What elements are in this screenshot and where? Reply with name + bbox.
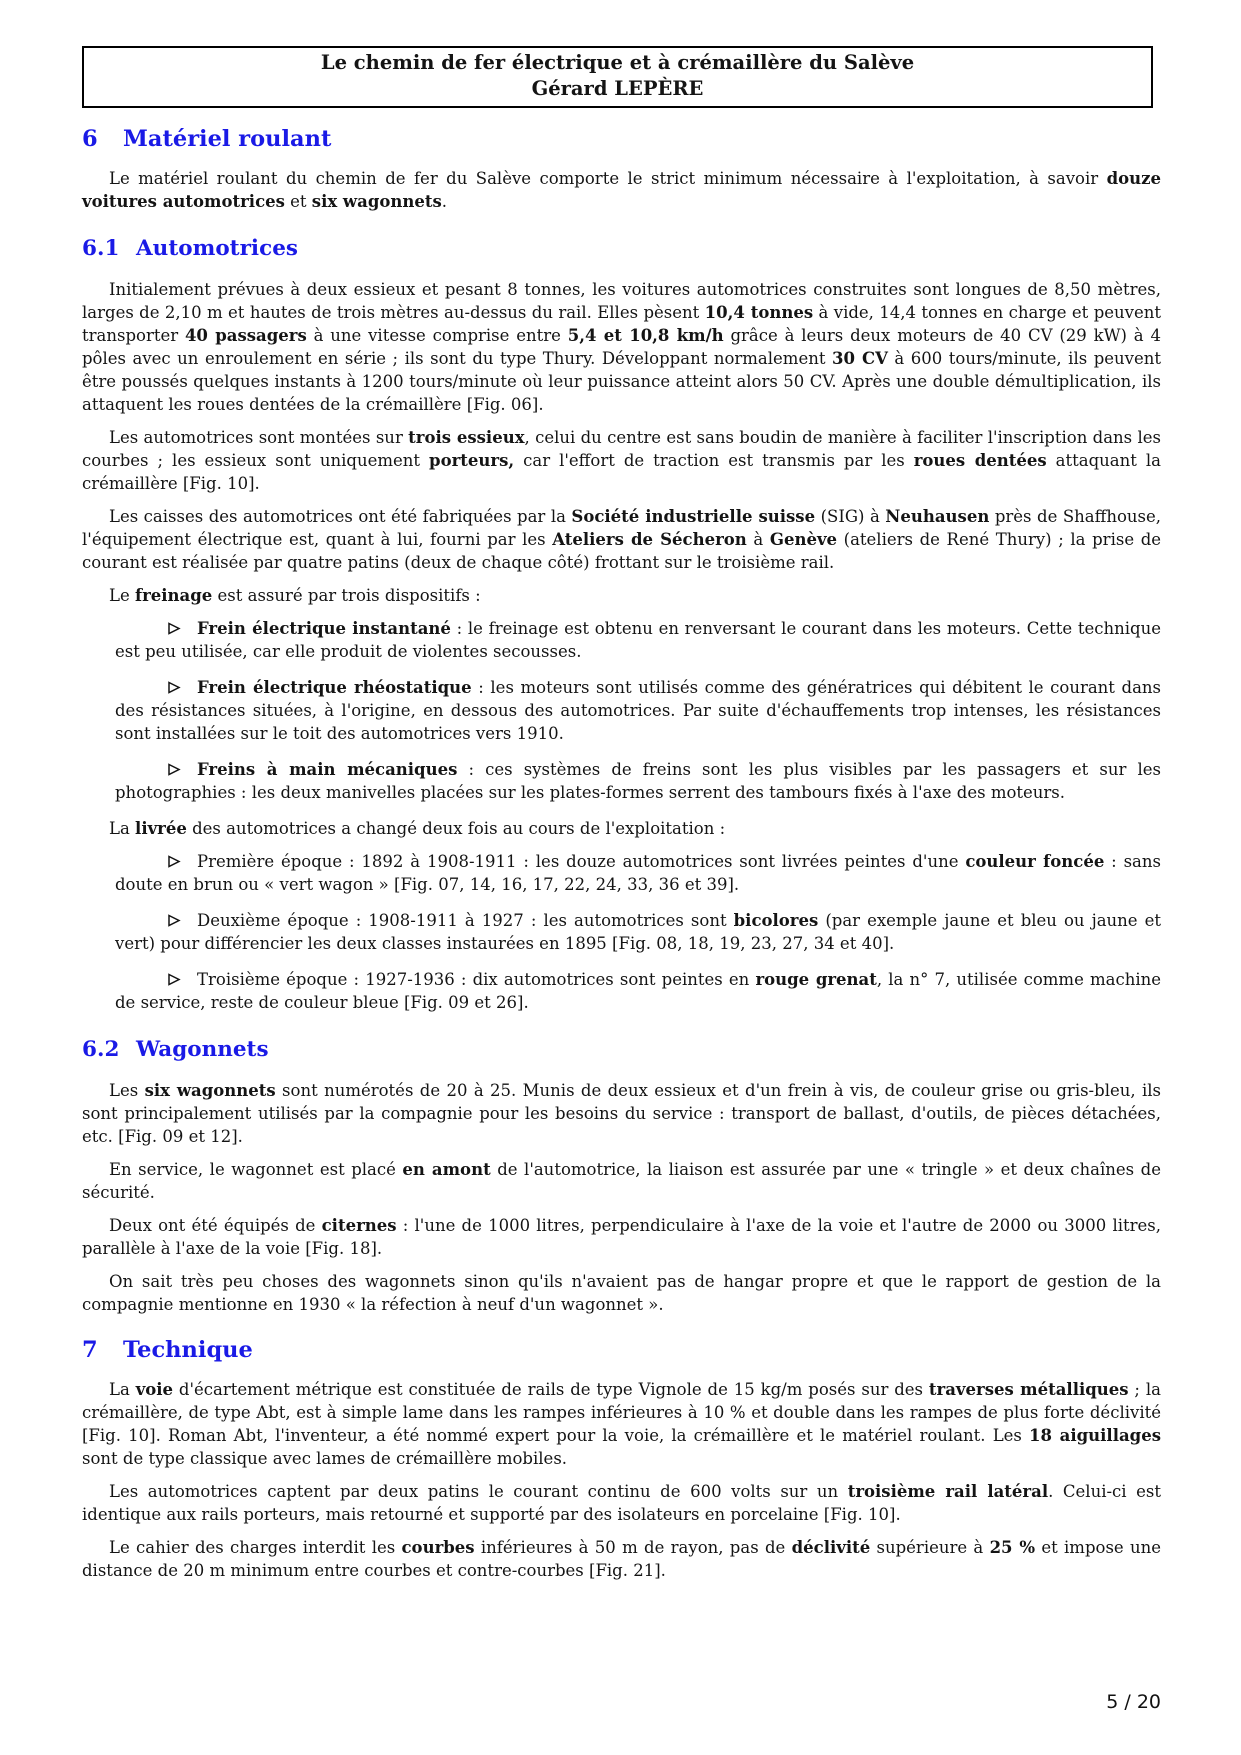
paragraph-wagonnets-service: En service, le wagonnet est placé en amont de l'automotrice, la liaison est assurée par une « tringle » et deux chaînes de sécurité. [82, 1160, 1161, 1202]
heading-section-6-2 [82, 1036, 1161, 1063]
bullet-frein-rheostatique [115, 676, 1161, 745]
paragraph-wagonnets-numeros: Les six wagonnets sont numérotés de 20 à 25. Munis de deux essieux et d'un frein à vis, de couleur grise ou gris-bleu, ils sont principalement utilisés par la compagnie pour les besoins du service : transport de ballast, d'outils, de pièces détachées, etc. [Fig. 09 et 12]. [82, 1081, 1161, 1146]
paragraph-technique-courant: Les automotrices captent par deux patins le courant continu de 600 volts sur un troisième rail latéral. Celui-ci est identique aux rails porteurs, mais retourné et supporté par des isolateurs en porcelaine [Fig. 10]. [82, 1482, 1161, 1524]
section-title: Automotrices [136, 236, 298, 261]
paragraph-automotrices-caisses: Les caisses des automotrices ont été fabriquées par la Société industrielle suisse (SIG) à Neuhausen près de Shaffhouse, l'équipement électrique est, quant à lui, fourni par les Ateliers de Sécheron à Genève (ateliers de René Thury) ; la prise de courant est réalisée par quatre patins (deux de chaque côté) frottant sur le troisième rail. [82, 507, 1162, 572]
bullet-text: Troisième époque : 1927-1936 : dix automotrices sont peintes en rouge grenat, la n° 7, utilisée comme machine de service, reste de couleur bleue [Fig. 09 et 26]. [115, 970, 1161, 1012]
paragraph-livree-intro: La livrée des automotrices a changé deux fois au cours de l'exploitation : [109, 819, 726, 838]
page-number: 5 / 20 [1106, 1691, 1161, 1713]
arrowhead-bullet-icon [141, 758, 181, 781]
document-author: Gérard LEPÈRE [531, 77, 704, 100]
bullet-troisieme-epoque [115, 968, 1161, 1014]
bullet-frein-instantane [115, 617, 1161, 663]
bullet-text: Première époque : 1892 à 1908-1911 : les douze automotrices sont livrées peintes d'une couleur foncée : sans doute en brun ou « vert wagon » [Fig. 07, 14, 16, 17, 22, 24, 33, 36 et 39]. [115, 852, 1161, 894]
section-number: 6.2 [82, 1037, 120, 1062]
document-header-box [82, 46, 1153, 108]
arrowhead-bullet-icon [141, 968, 181, 991]
section-title: Matériel roulant [123, 126, 332, 152]
section-title: Wagonnets [136, 1037, 269, 1062]
paragraph-technique-voie: La voie d'écartement métrique est constituée de rails de type Vignole de 15 kg/m posés sur des traverses métalliques ; la crémaillère, de type Abt, est à simple lame dans les rampes inférieures à 10 % et double dans les rampes de plus forte déclivité [Fig. 10]. Roman Abt, l'inventeur, a été nommé expert pour la voie, la crémaillère et le matériel roulant. Les 18 aiguillages sont de type classique avec lames de crémaillère mobiles. [82, 1380, 1161, 1468]
arrowhead-bullet-icon [141, 909, 181, 932]
document-title: Le chemin de fer électrique et à crémaillère du Salève [320, 51, 915, 74]
section-number: 6.1 [82, 236, 120, 261]
paragraph-automotrices-dimensions: Initialement prévues à deux essieux et pesant 8 tonnes, les voitures automotrices construites sont longues de 8,50 mètres, larges de 2,10 m et hautes de trois mètres au-dessus du rail. Elles pèsent 10,4 tonnes à vide, 14,4 tonnes en charge et peuvent transporter 40 passagers à une vitesse comprise entre 5,4 et 10,8 km/h grâce à leurs deux moteurs de 40 CV (29 kW) à 4 pôles avec un enroulement en série ; ils sont du type Thury. Développant normalement 30 CV à 600 tours/minute, ils peuvent être poussés quelques instants à 1200 tours/minute où leur puissance atteint alors 50 CV. Après une double démultiplication, ils attaquent les roues dentées de la crémaillère [Fig. 06]. [82, 280, 1162, 414]
bullet-text: Freins à main mécaniques : ces systèmes de freins sont les plus visibles par les passagers et sur les photographies : les deux manivelles placées sur les plates-formes serrent des tambours fixés à l'axe des moteurs. [115, 760, 1161, 802]
arrowhead-bullet-icon [141, 850, 181, 873]
heading-section-6 [82, 125, 1161, 153]
section-number: 7 [82, 1337, 98, 1363]
paragraph-materiel-intro: Le matériel roulant du chemin de fer du Salève comporte le strict minimum nécessaire à l'exploitation, à savoir douze voitures automotrices et six wagonnets. [82, 169, 1161, 211]
bullet-deuxieme-epoque [115, 909, 1161, 955]
bullet-text: Frein électrique instantané : le freinage est obtenu en renversant le courant dans les moteurs. Cette technique est peu utilisée, car elle produit de violentes secousses. [115, 619, 1161, 661]
paragraph-wagonnets-hangar: On sait très peu choses des wagonnets sinon qu'ils n'avaient pas de hangar propre et que le rapport de gestion de la compagnie mentionne en 1930 « la réfection à neuf d'un wagonnet ». [82, 1272, 1161, 1314]
paragraph-automotrices-essieux: Les automotrices sont montées sur trois essieux, celui du centre est sans boudin de manière à faciliter l'inscription dans les courbes ; les essieux sont uniquement porteurs, car l'effort de traction est transmis par les roues dentées attaquant la crémaillère [Fig. 10]. [82, 428, 1161, 493]
heading-section-6-1 [82, 235, 1161, 262]
bullet-premiere-epoque [115, 850, 1161, 896]
bullet-text: Deuxième époque : 1908-1911 à 1927 : les automotrices sont bicolores (par exemple jaune et bleu ou jaune et vert) pour différencier les deux classes instaurées en 1895 [Fig. 08, 18, 19, 23, 27, 34 et 40]. [115, 911, 1161, 953]
bullet-freins-main [115, 758, 1161, 804]
paragraph-wagonnets-citernes: Deux ont été équipés de citernes : l'une de 1000 litres, perpendiculaire à l'axe de la voie et l'autre de 2000 ou 3000 litres, parallèle à l'axe de la voie [Fig. 18]. [82, 1216, 1161, 1258]
arrowhead-bullet-icon [141, 676, 181, 699]
heading-section-7 [82, 1336, 1161, 1364]
section-number: 6 [82, 126, 98, 152]
bullet-text: Frein électrique rhéostatique : les moteurs sont utilisés comme des génératrices qui débitent le courant dans des résistances situées, à l'origine, en dessous des automotrices. Par suite d'échauffements trop intenses, les résistances sont installées sur le toit des automotrices vers 1910. [115, 678, 1162, 743]
section-title: Technique [123, 1337, 253, 1363]
paragraph-freinage-intro: Le freinage est assuré par trois dispositifs : [109, 586, 481, 605]
arrowhead-bullet-icon [141, 617, 181, 640]
paragraph-technique-courbes: Le cahier des charges interdit les courbes inférieures à 50 m de rayon, pas de déclivité supérieure à 25 % et impose une distance de 20 m minimum entre courbes et contre-courbes [Fig. 21]. [82, 1538, 1161, 1580]
